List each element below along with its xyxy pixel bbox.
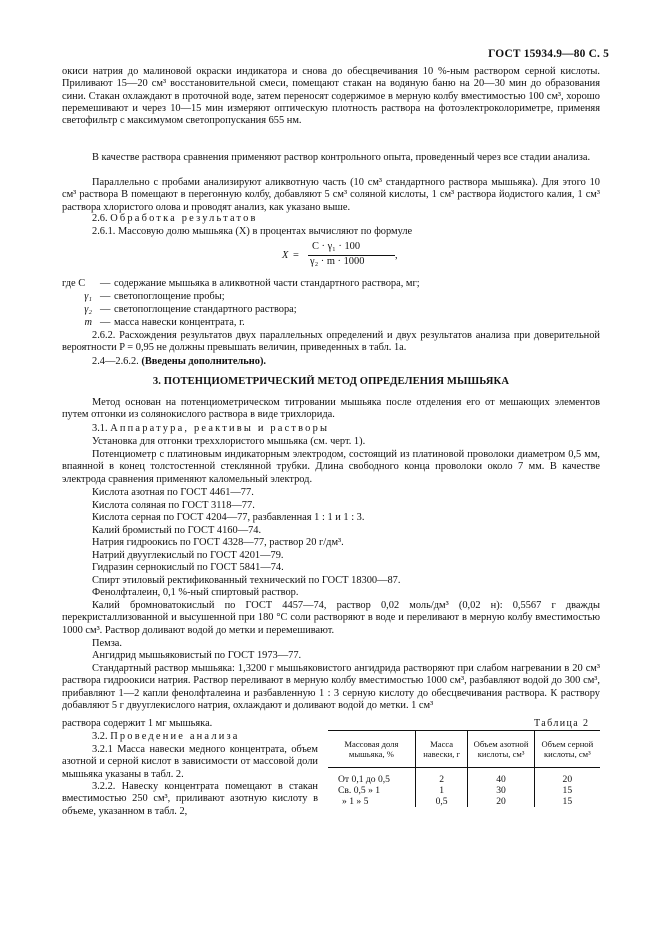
reagent-item: Кислота серная по ГОСТ 4204—77, разбавленная 1 : 1 и 1 : 3.	[92, 512, 365, 523]
definition-dash: —	[100, 278, 111, 289]
paragraph-3-2-2: 3.2.2. Навеску концентрата помещают в стакан вместимостью 250 см³, приливают азотную кислоту в объеме, указанном в табл. 2,	[62, 781, 318, 817]
definition-dash: —	[100, 291, 111, 302]
paragraph-parallel: Параллельно с пробами анализируют аликвотную часть (10 см³ стандартного раствора мышьяка). Для этого 10 см³ раствора В помещают в перегонную колбу, добавляют 5 см³ соляной кислоты, 1 см³ раствора йодистого калия, 1 см³ раствора хлористого олова и проводят анализ, как указано выше.	[62, 177, 600, 213]
table-header-cell: Объем серной кислоты, см³	[534, 731, 600, 768]
paragraph-standard-solution: Стандартный раствор мышьяка: 1,3200 г мышьяковистого ангидрида растворяют при слабом нагревании в 20 см³ раствора гидроокиси натрия. Раствор переливают в мерную колбу вместимостью 1000 см³, разбавляют водой до 300 см³, прибавляют 1—2 капли фенолфталеина и разбавленную 1 : 3 серную кислоту до обесцвечивания раствора. К раствору добавляют 5 г двууглекислого натрия, охлаждают и доливают водой до метки. 1 см³	[62, 663, 600, 711]
formula-x	[282, 241, 402, 273]
paragraph-setup: Установка для отгонки треххлористого мышьяка (см. черт. 1).	[92, 436, 366, 447]
definition-dash: —	[100, 317, 111, 328]
reagent-item: Натрий двууглекислый по ГОСТ 4201—79.	[92, 550, 284, 561]
subsection-number: 2.6.	[92, 213, 108, 224]
subsection-3-1	[62, 423, 600, 435]
reagent-item: Ангидрид мышьяковистый по ГОСТ 1973—77.	[92, 650, 302, 661]
table-cell: 20	[534, 768, 600, 786]
subsection-title: Обработка результатов	[110, 213, 258, 224]
table-cell: 0,5	[415, 796, 468, 807]
table-header-cell: Массовая доля мышьяка, %	[328, 731, 415, 768]
reagent-item: Кислота соляная по ГОСТ 3118—77.	[92, 500, 255, 511]
reagent-item: Натрия гидроокись по ГОСТ 4328—77, раствор 20 г/дм³.	[92, 537, 344, 548]
subsection-number: 3.2.	[92, 731, 108, 742]
amendment-text: (Введены дополнительно).	[141, 356, 266, 367]
paragraph-bromate: Калий бромноватокислый по ГОСТ 4457—74, раствор 0,02 моль/дм³ (0,02 н): 0,5567 г дважды перекристаллизованной и высушенной при 180 °С соли растворяют в воде и переливают в мерную колбу вместимостью 1000 см³. Раствор доливают водой до метки и перемешивают.	[62, 600, 600, 636]
table-cell: 20	[468, 796, 534, 807]
table-cell: Св. 0,5 » 1	[338, 785, 381, 796]
reagent-item: Кислота азотная по ГОСТ 4461—77.	[92, 487, 254, 498]
paragraph-method: Метод основан на потенциометрическом титровании мышьяка после отделения его от мешающих элементов путем отгонки из солянокислого раствора в виде трихлорида.	[62, 397, 600, 421]
definition-dash: —	[100, 304, 111, 315]
paragraph-3-2-1: 3.2.1 Масса навески медного концентрата, объем азотной и серной кислот в зависимости от массовой доли мышьяка указаны в табл. 2.	[62, 744, 318, 780]
definition-text: светопоглощение стандартного раствора;	[114, 304, 297, 315]
paragraph-2-6-1: 2.6.1. Массовую долю мышьяка (X) в процентах вычисляют по формуле	[92, 226, 413, 237]
definition-symbol: γ₂	[84, 304, 92, 315]
table-row	[328, 768, 600, 786]
table-2	[328, 730, 600, 807]
formula-comma: ,	[395, 250, 398, 261]
table-row	[328, 796, 600, 807]
reagent-item: Гидразин сернокислый по ГОСТ 5841—74.	[92, 562, 284, 573]
reagent-item: Спирт этиловый ректификованный технический по ГОСТ 18300—87.	[92, 575, 401, 586]
table-cell: » 1 » 5	[342, 796, 369, 807]
table-cell: 15	[534, 785, 600, 796]
table-cell: 40	[468, 768, 534, 786]
formula-lhs: X	[282, 250, 289, 261]
table-cell: 1	[415, 785, 468, 796]
table-2-caption: Таблица 2	[534, 718, 590, 729]
amendment-note	[62, 356, 600, 368]
page-header: ГОСТ 15934.9—80 С. 5	[488, 48, 609, 60]
formula-numerator: C · γ₁ · 100	[312, 241, 361, 252]
amendment-range: 2.4—2.6.2.	[92, 356, 139, 367]
reagent-item: Пемза.	[92, 638, 123, 649]
definition-symbol: γ₁	[84, 291, 92, 302]
table-row	[328, 785, 600, 796]
paragraph-2-6-2: 2.6.2. Расхождения результатов двух параллельных определений и двух результатов анализа при доверительной вероятности P = 0,95 не должны превышать величин, приведенных в табл. 1а.	[62, 330, 600, 354]
formula-denominator: γ₂ · m · 1000	[310, 256, 365, 267]
definition-symbol: m	[84, 317, 92, 328]
table-cell: От 0,1 до 0,5	[338, 774, 390, 785]
subsection-title: Аппаратура, реактивы и растворы	[110, 423, 330, 434]
subsection-3-2	[62, 731, 318, 743]
definition-text: масса навески концентрата, г.	[114, 317, 245, 328]
paragraph-potentiometer: Потенциометр с платиновым индикаторным электродом, состоящий из платиновой проволоки диаметром 0,5 мм, впаянной в конец толстостенной стеклянной трубки. Длина свободного конца проволоки около 7 мм. В качестве электрода сравнения применяют каломельный электрод.	[62, 449, 600, 485]
reagent-item: Калий бромистый по ГОСТ 4160—74.	[92, 525, 262, 536]
table-header-row	[328, 731, 600, 768]
paragraph-standard-solution-end: раствора содержит 1 мг мышьяка.	[62, 718, 213, 729]
section-3-title: 3. ПОТЕНЦИОМЕТРИЧЕСКИЙ МЕТОД ОПРЕДЕЛЕНИЯ МЫШЬЯКА	[152, 376, 510, 387]
formula-equals: =	[293, 250, 299, 261]
table-header-cell: Объем азотной кислоты, см³	[468, 731, 534, 768]
table-cell: 2	[415, 768, 468, 786]
table-cell: 15	[534, 796, 600, 807]
subsection-2-6	[62, 213, 600, 225]
reagent-item: Фенолфталеин, 0,1 %-ный спиртовый раствор.	[92, 587, 299, 598]
paragraph-comparison: В качестве раствора сравнения применяют раствор контрольного опыта, проведенный через все стадии анализа.	[92, 152, 591, 163]
definition-text: содержание мышьяка в аликвотной части стандартного раствора, мг;	[114, 278, 420, 289]
subsection-number: 3.1.	[92, 423, 108, 434]
table-cell: 30	[468, 785, 534, 796]
definition-text: светопоглощение пробы;	[114, 291, 225, 302]
definition-symbol: где C	[62, 278, 86, 289]
table-header-cell: Масса навески, г	[415, 731, 468, 768]
paragraph-continuation: окиси натрия до малиновой окраски индикатора и снова до обесцвечивания 10 %-ным раствором серной кислоты. Приливают 15—20 см³ восстановительной смеси, помещают стакан на водяную баню на 20—30 мин до образования сини. Стакан охлаждают в проточной воде, затем переносят содержимое в мерную колбу вместимостью 100 см³, хорошо перемешивают и через 10—15 мин измеряют оптическую плотность раствора на фотоэлектроколориметре, применяя светофильтр с максимумом светопропускания 655 нм.	[62, 66, 600, 127]
subsection-title: Проведение анализа	[110, 731, 240, 742]
